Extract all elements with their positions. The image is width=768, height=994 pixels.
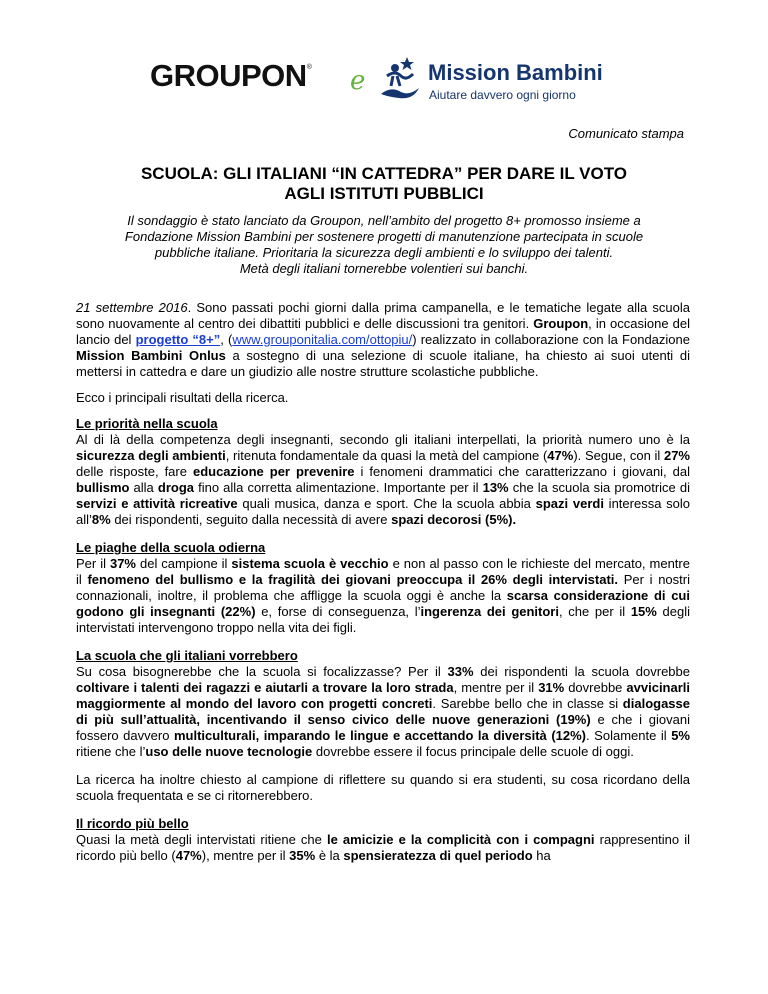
page-title <box>0 164 768 204</box>
article-body <box>76 300 690 876</box>
section-heading: Le priorità nella scuola <box>76 416 218 431</box>
title-line-2: AGLI ISTITUTI PUBBLICI <box>284 184 484 203</box>
section-heading: Il ricordo più bello <box>76 816 189 831</box>
section-desired-school: La scuola che gli italiani vorrebbero Su cosa bisognerebbe che la scuola si focalizzasse? Per il 33% dei rispondenti la scuola dovrebbe coltivare i talenti dei ragazzi e aiutarli a trovare la loro strada, mentre per il 31% dovrebbe avvicinarli maggiormente al mondo del lavoro con progetti concreti. Sarebbe bello che in classe si dialogasse di più sull’attualità, incentivando il senso civico delle nuove generazioni (19%) e che i giovani fossero davvero multiculturali, imparando le lingue e accettando la diversità (12%). Solamente il 5% ritiene che l’uso delle nuove tecnologie dovrebbe essere il focus principale delle scuole di oggi. <box>76 648 691 759</box>
section-priorities: Le priorità nella scuola Al di là della competenza degli insegnanti, secondo gli italiani interpellati, la priorità numero uno è la sicurezza degli ambienti, ritenuta fondamentale da quasi la metà del campione (47%). Segue, con il 27% delle risposte, fare educazione per prevenire i fenomeni drammatici che caratterizzano i giovani, dal bullismo alla droga fino alla corretta alimentazione. Importante per il 13% che la scuola sia promotrice di servizi e attività ricreative quali musica, danza e sport. Che la scuola abbia spazi verdi interessa solo all’8% dei rispondenti, seguito dalla necessità di avere spazi decorosi (5%). <box>76 416 691 527</box>
project-link[interactable]: progetto “8+” <box>135 332 221 347</box>
subtitle-line-4: Metà degli italiani tornerebbe volentieri sui banchi. <box>239 261 529 276</box>
subtitle <box>0 213 768 277</box>
project-url-link[interactable]: www.grouponitalia.com/ottopiu/ <box>232 332 413 347</box>
mission-bambini-tagline: Aiutare davvero ogni giorno <box>429 88 576 102</box>
groupon-logo: GROUPON® <box>150 58 312 93</box>
section-heading: Le piaghe della scuola odierna <box>76 540 266 555</box>
section-heading: La scuola che gli italiani vorrebbero <box>76 648 298 663</box>
intro-paragraph: 21 settembre 2016. Sono passati pochi giorni dalla prima campanella, e le tematiche legate alla scuola sono nuovamente al centro dei dibattiti pubblici e delle discussioni tra genitori. Groupon, in occasione del lancio del progetto “8+”, (www.grouponitalia.com/ottopiu/) realizzato in collaborazione con la Fondazione Mission Bambini Onlus a sostegno di una selezione di scuole italiane, ha chiesto ai suoi utenti di mettersi in cattedra e dare un giudizio alle nostre strutture scolastiche pubbliche. <box>76 300 691 379</box>
section-problems: Le piaghe della scuola odierna Per il 37% del campione il sistema scuola è vecchio e non al passo con le richieste del mercato, mentre il fenomeno del bullismo e la fragilità dei giovani preoccupa il 26% degli intervistati. Per i nostri connazionali, inoltre, il problema che affligge la scuola oggi è anche la scarsa considerazione di cui godono gli insegnanti (22%) e, forse di conseguenza, l’ingerenza dei genitori, che per il 15% degli intervistati intervengono troppo nella vita dei figli. <box>76 540 690 635</box>
transition-paragraph: La ricerca ha inoltre chiesto al campione di riflettere su quando si era studenti, su cosa ricordano della scuola frequentata e se ci ritornerebbero. <box>76 772 690 803</box>
document-label: Comunicato stampa <box>568 126 684 141</box>
subtitle-line-2: Fondazione Mission Bambini per sostenere progetti di manutenzione partecipata in scuole <box>124 229 644 244</box>
subtitle-line-3: pubbliche italiane. Prioritaria la sicurezza degli ambienti e lo sviluppo dei talenti. <box>154 245 614 260</box>
title-line-1: SCUOLA: GLI ITALIANI “IN CATTEDRA” PER DARE IL VOTO <box>140 164 628 183</box>
logo-connector: e <box>350 66 366 96</box>
mission-bambini-mark-icon <box>377 54 425 104</box>
mission-bambini-logo-text: Mission Bambini <box>428 60 603 85</box>
header-logos <box>0 52 768 112</box>
press-date: 21 settembre 2016 <box>76 300 188 315</box>
results-intro: Ecco i principali risultati della ricerca. <box>76 390 289 405</box>
section-best-memory: Il ricordo più bello Quasi la metà degli intervistati ritiene che le amicizie e la complicità con i compagni rappresentino il ricordo più bello (47%), mentre per il 35% è la spensieratezza di quel periodo ha <box>76 816 691 863</box>
subtitle-line-1: Il sondaggio è stato lanciato da Groupon, nell’ambito del progetto 8+ promosso insieme a <box>127 213 641 228</box>
